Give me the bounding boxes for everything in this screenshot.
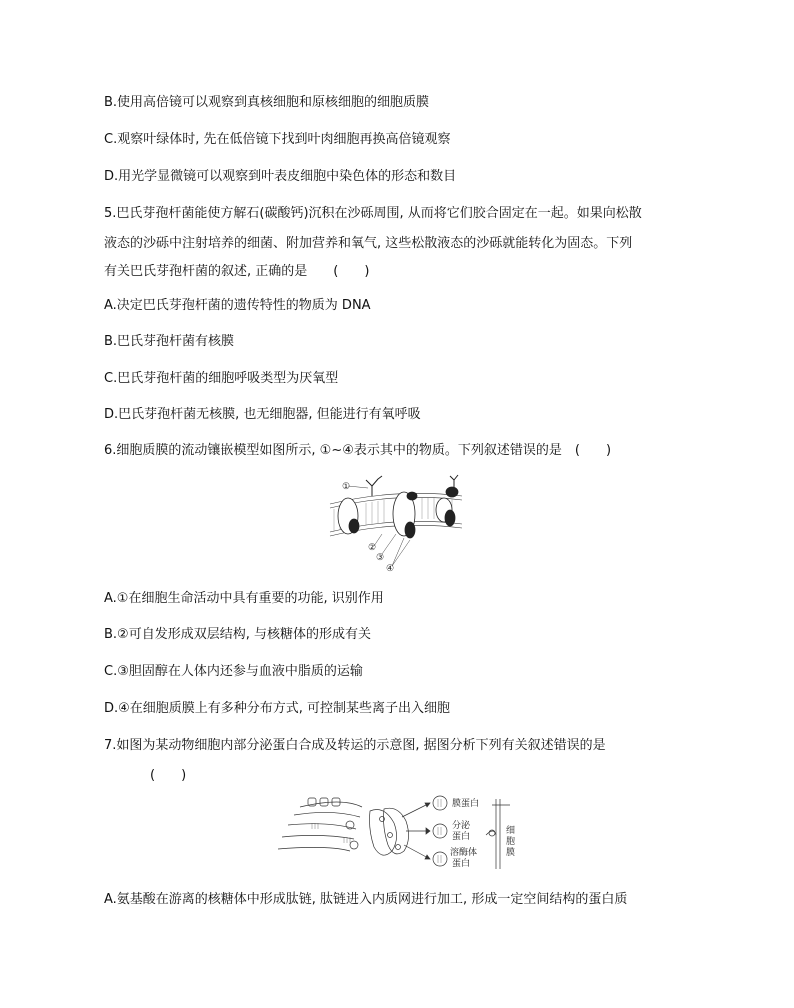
line-q5-stem-1: 5.巴氏芽孢杆菌能使方解石(碳酸钙)沉积在沙砾周围, 从而将它们胶合固定在一起。如果向松散 — [104, 206, 642, 221]
membrane-model-figure — [326, 474, 466, 574]
figure1-label-3: ③ — [376, 553, 385, 563]
line-q6-a: A.①在细胞生命活动中具有重要的功能, 识别作用 — [104, 591, 384, 606]
figure2-label-secretory-1: 分泌 — [452, 821, 471, 831]
figure2-label-cell-1: 细 — [506, 826, 516, 836]
line-q4-b: B.使用高倍镜可以观察到真核细胞和原核细胞的细胞质膜 — [104, 95, 430, 110]
line-q6-d: D.④在细胞质膜上有多种分布方式, 可控制某些离子出入细胞 — [104, 701, 451, 716]
figure1-label-2: ② — [368, 543, 377, 553]
transport-arrows — [402, 803, 430, 859]
line-q6-stem: 6.细胞质膜的流动镶嵌模型如图所示, ①~④表示其中的物质。下列叙述错误的是 ( ) — [104, 443, 612, 458]
golgi-apparatus — [370, 808, 409, 855]
membrane-proteins — [338, 487, 458, 538]
line-q6-b: B.②可自发形成双层结构, 与核糖体的形成有关 — [104, 627, 371, 642]
secretory-protein-figure — [272, 793, 532, 873]
figure2-label-membrane-protein: 膜蛋白 — [452, 799, 480, 809]
line-q5-c: C.巴氏芽孢杆菌的细胞呼吸类型为厌氧型 — [104, 371, 339, 386]
vesicles — [433, 796, 447, 866]
line-q5-a: A.决定巴氏芽孢杆菌的遗传特性的物质为 DNA — [104, 298, 371, 313]
line-q5-stem-3: 有关巴氏芽孢杆菌的叙述, 正确的是 ( ) — [104, 264, 370, 279]
figure1-label-4: ④ — [386, 564, 395, 574]
figure2-label-cell-3: 膜 — [506, 848, 516, 858]
line-q4-d: D.用光学显微镜可以观察到叶表皮细胞中染色体的形态和数目 — [104, 169, 457, 184]
line-q7-a: A.氨基酸在游离的核糖体中形成肽链, 肽链进入内质网进行加工, 形成一定空间结构的蛋白质 — [104, 892, 628, 907]
figure1-label-1: ① — [342, 482, 351, 492]
line-q5-stem-2: 液态的沙砾中注射培养的细菌、附加营养和氧气, 这些松散液态的沙砾就能转化为固态。下列 — [104, 236, 633, 251]
figure2-label-cell-2: 胞 — [506, 837, 516, 847]
figure2-label-lysosome-1: 溶酶体 — [450, 848, 478, 858]
figure2-label-lysosome-2: 蛋白 — [452, 859, 471, 869]
line-q5-b: B.巴氏芽孢杆菌有核膜 — [104, 334, 235, 349]
line-q6-c: C.③胆固醇在人体内还参与血液中脂质的运输 — [104, 664, 363, 679]
line-q7-stem: 7.如图为某动物细胞内部分泌蛋白合成及转运的示意图, 据图分析下列有关叙述错误的是 — [104, 738, 606, 753]
line-q4-c: C.观察叶绿体时, 先在低倍镜下找到叶肉细胞再换高倍镜观察 — [104, 132, 451, 147]
line-q7-blank: ( ) — [150, 768, 187, 783]
figure2-label-secretory-2: 蛋白 — [452, 832, 471, 842]
line-q5-d: D.巴氏芽孢杆菌无核膜, 也无细胞器, 但能进行有氧呼吸 — [104, 407, 421, 422]
endoplasmic-reticulum — [278, 798, 362, 851]
